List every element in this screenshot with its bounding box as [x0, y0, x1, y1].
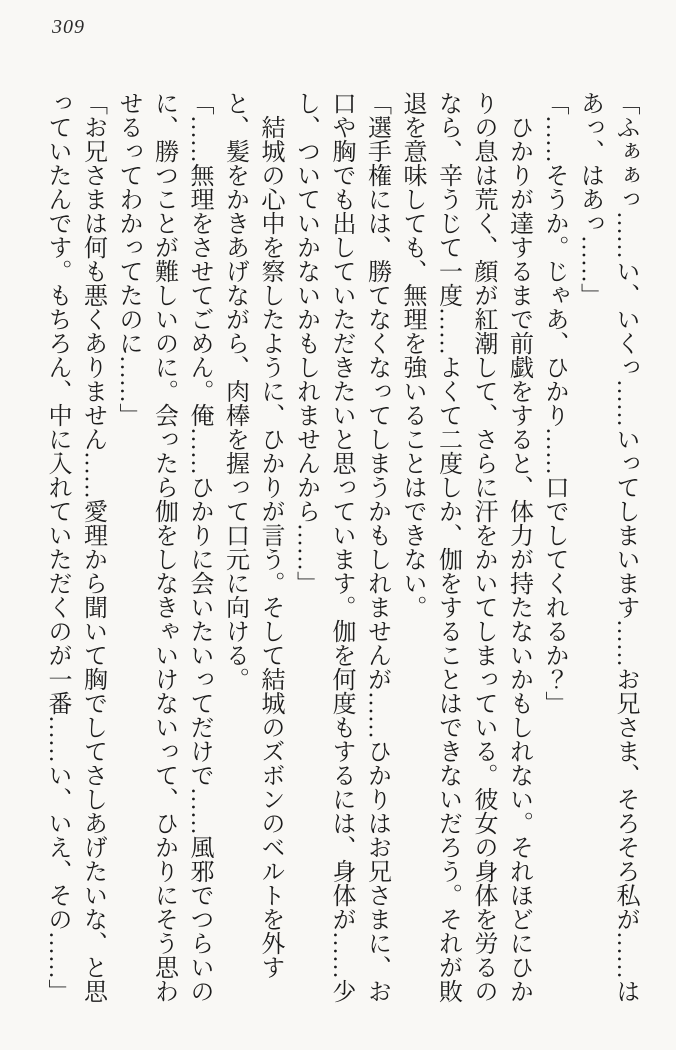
- paragraph-dialogue-5: 「お兄さまは何も悪くありません……愛理から聞いて胸でしてさしあげたいな、と思っていたんです。もちろん、中に入れていただくのが一番……い、いえ、その……」: [44, 91, 106, 1003]
- paragraph-dialogue-1: 「ふぁぁっ……い、いくっ……いってしまいます……お兄さま、そろそろ私が……はあっ、はあっ……」: [576, 91, 638, 1003]
- page-text: [39, 91, 643, 1003]
- paragraph-dialogue-2: 「……そうか。じゃあ、ひかり……口でしてくれるか？」: [541, 91, 567, 715]
- paragraph-narration-2: 結城の心中を察したように、ひかりが言う。そして結城のズボンのベルトを外すと、髪をかきあげながら、肉棒を握って口元に向ける。: [221, 91, 283, 979]
- paragraph-narration-1: ひかりが達するまで前戯をすると、体力が持たないかもしれない。それほどにひかりの息は荒く、顔が紅潮して、さらに汗をかいてしまっている。彼女の身体を労るのなら、辛うじて一度……よくて二度しか、伽をすることはできないだろう。それが敗退を意味しても、無理を強いることはできない。: [399, 91, 532, 1003]
- paragraph-dialogue-3: 「選手権には、勝てなくなってしまうかもしれませんが……ひかりはお兄さまに、お口や胸でも出していただきたいと思っています。伽を何度もするには、身体が……少し、ついていかないかもしれませんから……」: [292, 91, 390, 1003]
- paragraph-dialogue-4: 「……無理をさせてごめん。俺……ひかりに会いたいってだけで……風邪でつらいのに、勝つことが難しいのに。会ったら伽をしなきゃいけないって、ひかりにそう思わせるってわかってたのに……」: [115, 91, 212, 1003]
- page-number: 309: [52, 16, 85, 38]
